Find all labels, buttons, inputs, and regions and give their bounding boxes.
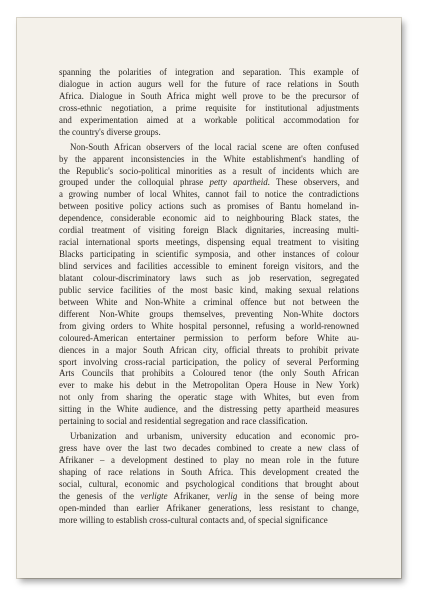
text-run: and experimentation aimed at a workable political accommodation for [59,114,359,125]
text-run: cross-ethnic negotiation, a prime requisite for institutional adjustments [59,102,359,113]
text-line [59,177,359,189]
text-run: between White and Non-White a criminal offence but not between the [59,296,359,307]
text-line [59,404,359,416]
text-line [59,237,359,249]
text-run: Non-South African observers of the local racial scene are often confused [70,141,359,152]
italic-text: verligte [140,490,168,501]
text-run: Urbanization and urbanism, university education and economic pro- [70,431,359,442]
text-line [59,142,359,154]
text-line [59,515,359,527]
text-run: dialogue in action augurs well for the future of race relations in South [59,78,359,89]
text-run: different Non-White groups themselves, preventing Non-White doctors [59,308,359,319]
text-run: grouped under the colloquial phrase [59,177,210,188]
text-line [59,368,359,380]
text-run: Blacks participating in scientific symposia, and other instances of colour [59,249,359,260]
text-line [59,443,359,455]
text-line [59,297,359,309]
text-line [59,479,359,491]
text-line [59,154,359,166]
text-run: the country's diverse groups. [59,126,161,137]
text-run: blind services and facilities accessible to eminent foreign visitors, and the [59,261,359,271]
text-line [59,189,359,201]
text-line [59,503,359,515]
text-run: more willing to establish cross-cultural contacts and, of special significance [59,514,328,525]
text-line [59,416,359,428]
text-line [59,261,359,273]
paragraph [59,431,359,527]
text-run: not only from sharing the operatic stage with Whites, but even from [59,392,359,403]
text-run: open-minded than earlier Afrikaner generations, less resistant to change, [59,502,359,513]
text-run: spanning the polarities of integration and separation. This example of [59,67,359,77]
text-line [59,285,359,297]
text-line [59,249,359,261]
text-run: shaping of race relations in South Africa. This development created the [59,466,359,477]
text-line [59,431,359,443]
text-run: pertaining to social and residential segregation and race classification. [59,416,308,427]
text-run: public service facilities of the most basic kind, making sexual relations [59,284,359,295]
text-line [59,357,359,369]
paragraph [59,142,359,429]
text-run: coloured-American entertainer permission to perform before White au- [59,332,359,343]
text-run: a growing number of local Whites, cannot fail to notice the contradictions [59,189,359,200]
text-line [59,455,359,467]
text-run: Africa. Dialogue in South Africa might well prove to be the precursor of [59,90,359,101]
text-line [59,103,359,115]
text-run: ever to make his debut in the Metropolitan Opera House in New York) [59,380,359,391]
text-run: racial international sports meetings, dispensing equal treatment to visiting [59,237,359,248]
text-run: in the sense of being more [237,490,359,501]
text-line [59,79,359,91]
text-run: . These observers, and [267,177,359,188]
text-run: social, cultural, economic and psychological conditions that brought about [59,478,359,489]
text-line [59,309,359,321]
text-line [59,115,359,127]
text-run: gress have over the last two decades combined to create a new class of [59,443,359,454]
text-line [59,225,359,237]
book-page [17,18,401,578]
text-line [59,67,359,79]
text-run: diences in a major South African city, official threats to prohibit private [59,344,359,355]
text-run: between positive policy actions such as promises of Bantu homeland in- [59,201,359,212]
text-line [59,273,359,285]
paragraph [59,67,359,139]
text-line [59,467,359,479]
text-run: the genesis of the [59,490,141,501]
text-line [59,321,359,333]
text-run: blatant colour-discriminatory laws such as job reservation, segregated [59,272,359,283]
body-text [59,67,359,527]
text-run: by the apparent inconsistencies in the White establishment's handling of [59,153,359,164]
text-line [59,166,359,178]
text-line [59,127,359,139]
text-run: cordial treatment of visiting foreign Black dignitaries, increasing multi- [59,225,359,236]
text-run: dependence, considerable economic aid to neighbouring Black states, the [59,213,359,224]
text-run: Afrikaner, [167,490,217,501]
text-run: from giving orders to White hospital personnel, refusing a world-renowned [59,320,359,331]
italic-text: verlig [216,490,238,501]
text-line [59,380,359,392]
text-line [59,345,359,357]
text-run: the Republic's socio-political minorities as a result of incidents which are [59,165,359,176]
text-run: Arts Councils that prohibits a Coloured tenor (the only South African [59,368,359,379]
text-line [59,201,359,213]
text-line [59,333,359,345]
text-run: sport involving cross-racial participation, the policy of several Performing [59,356,359,367]
text-line [59,213,359,225]
text-line [59,491,359,503]
text-run: sitting in the White audience, and the distressing petty apartheid measures [59,404,359,415]
text-line [59,392,359,404]
italic-text: petty apartheid [209,177,268,188]
text-run: Afrikaner – a development destined to play no mean role in the future [59,455,359,465]
text-line [59,91,359,103]
